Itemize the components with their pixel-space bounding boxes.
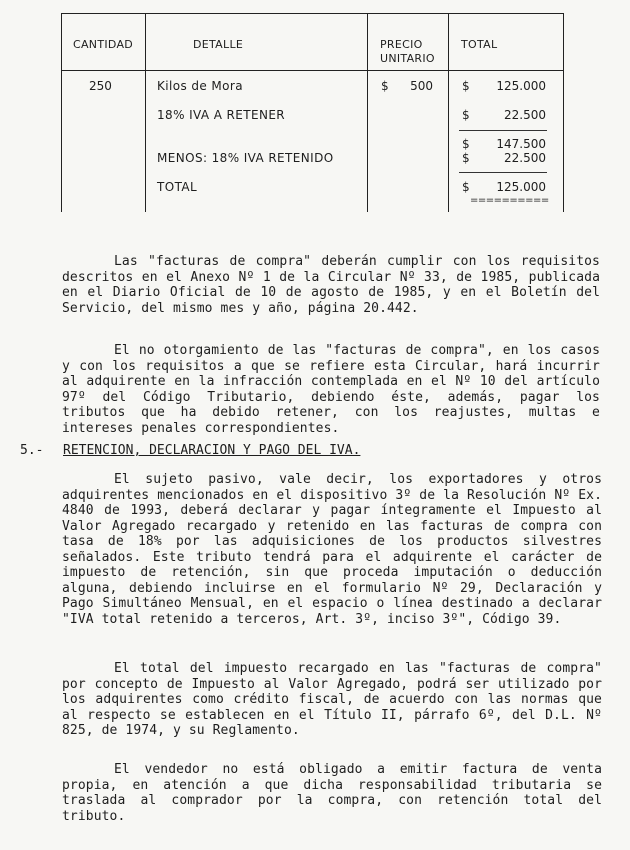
iva-total-currency: $ [462,108,470,122]
header-detalle: DETALLE [193,38,244,51]
paragraph-facturas-requisitos [62,254,600,316]
subtotal-currency: $ [462,137,470,151]
paragraph-vendedor [62,762,602,824]
table-col-divider-3 [448,13,449,212]
invoice-table [0,0,630,215]
paragraph-credito-fiscal [62,661,602,739]
header-total: TOTAL [461,38,498,51]
section-number: 5.- [20,443,44,458]
table-top-border [61,13,563,14]
paragraph-facturas-requisitos-text: Las "facturas de compra" deberán cumplir con los requisitos descritos en el Anexo Nº 1 de la Circular Nº 33, de 1985, publicada en el Diario Oficial de 10 de agosto de 1985, y en el Boletín del Servicio, del mismo mes y año, página 20.442. [62,254,600,316]
header-precio-line1: PRECIO [380,38,423,51]
header-cantidad: CANTIDAD [73,38,134,51]
item-total-value: 125.000 [496,79,546,93]
item-detalle: Kilos de Mora [157,79,243,93]
subtotal-value: 147.500 [496,137,546,151]
table-header-border [61,70,563,71]
item-precio-currency: $ [381,79,389,93]
table-col-divider-2 [367,13,368,212]
paragraph-no-otorgamiento-text: El no otorgamiento de las "facturas de compra", en los casos y con los requisitos a que se refiere esta Circular, hará incurrir al adquirente en la infracción contemplada en el Nº 10 del artículo 97º del Código Tributario, debiendo éste, además, pagar los tributos que ha debido retener, con los reajustes, multas e intereses penales correspondientes. [62,343,600,436]
item-precio-value: 500 [410,79,433,93]
menos-total-value: 22.500 [504,151,546,165]
total-double-underline: ========== [470,195,549,206]
total-detalle: TOTAL [157,180,198,194]
item-cantidad: 250 [89,79,112,93]
menos-detalle: MENOS: 18% IVA RETENIDO [157,151,334,165]
paragraph-no-otorgamiento [62,343,600,436]
paragraph-vendedor-text: El vendedor no está obligado a emitir factura de venta propia, en atención a que dicha responsabilidad tributaria se traslada al comprador por la compra, con retención total del tributo. [62,762,602,824]
item-total-currency: $ [462,79,470,93]
subtotal-rule [459,130,547,131]
table-right-border [563,13,564,212]
header-precio-line2: UNITARIO [380,52,435,65]
section-title: RETENCION, DECLARACION Y PAGO DEL IVA. [63,443,361,458]
paragraph-sujeto-pasivo-text: El sujeto pasivo, vale decir, los exportadores y otros adquirentes mencionados en el dispositivo 3º de la Resolución Nº Ex. 4840 de 1993, deberá declarar y pagar íntegramente el Impuesto al Valor Agregado recargado y retenido en las facturas de compra con tasa de 18% por las adquisiciones de los productos silvestres señalados. Este tributo tendrá para el adquirente el carácter de impuesto de retención, sin que proceda imputación o deducción alguna, debiendo incluirse en el formulario Nº 29, Declaración y Pago Simultáneo Mensual, en el espacio o línea destinado a declarar "IVA total retenido a terceros, Art. 3º, inciso 3º", Código 39. [62,472,602,627]
total-rule [459,172,547,173]
paragraph-sujeto-pasivo [62,472,602,627]
table-col-divider-1 [145,13,146,212]
iva-detalle: 18% IVA A RETENER [157,108,286,122]
table-left-border [61,13,62,212]
paragraph-credito-fiscal-text: El total del impuesto recargado en las "facturas de compra" por concepto de Impuesto al Valor Agregado, podrá ser utilizado por los adquirentes como crédito fiscal, de acuerdo con las normas que al respecto se establecen en el Título II, párrafo 6º, del D.L. Nº 825, de 1974, y su Reglamento. [62,661,602,738]
iva-total-value: 22.500 [504,108,546,122]
total-currency: $ [462,180,470,194]
menos-total-currency: $ [462,151,470,165]
total-value: 125.000 [496,180,546,194]
